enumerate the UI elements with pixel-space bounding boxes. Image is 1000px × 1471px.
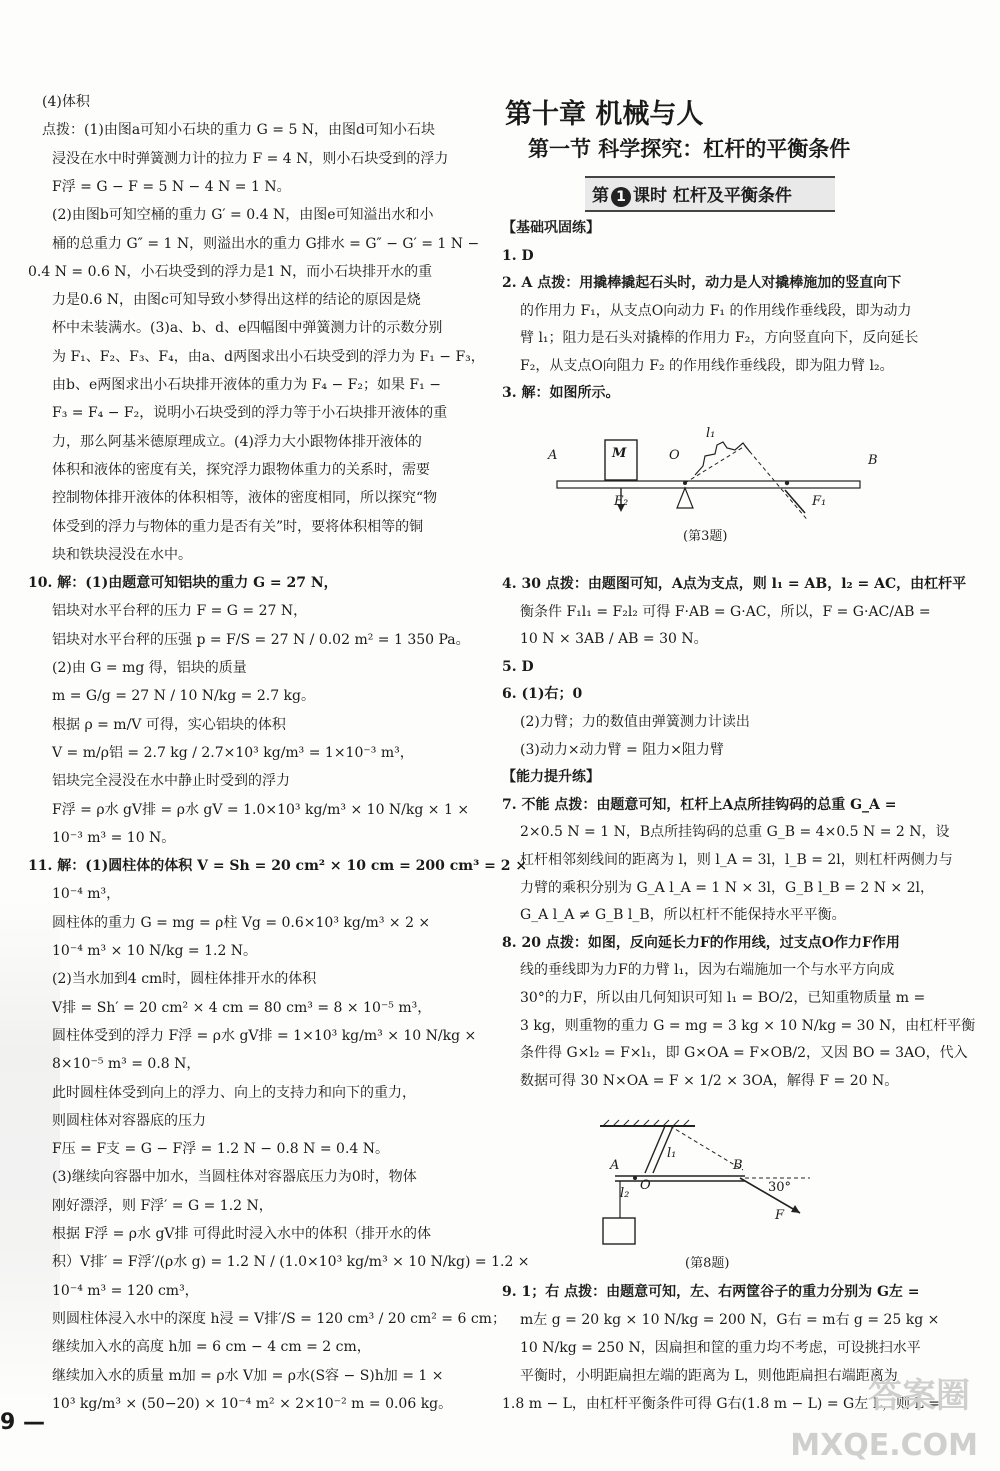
text-line: G_A l_A ≠ G_B l_B，所以杠杆不能保持水平平衡。 xyxy=(520,907,846,924)
fig3-label-f2: F₂ xyxy=(614,494,629,509)
text-line: 控制物体排开液体的体积相等，液体的密度相同，所以探究“物 xyxy=(52,490,438,507)
fig8-label-f: F xyxy=(775,1208,785,1223)
lesson-title xyxy=(592,181,792,207)
lesson-suffix: 课时 杠杆及平衡条件 xyxy=(633,186,792,206)
text-line: 1. D xyxy=(502,247,534,264)
text-line: 此时圆柱体受到向上的浮力、向上的支持力和向下的重力， xyxy=(52,1084,416,1101)
lesson-number: 1 xyxy=(611,187,631,207)
fig8-label-l1: l₁ xyxy=(667,1146,677,1161)
text-line: 刚好漂浮，则 F浮′ = G = 1.2 N， xyxy=(52,1197,273,1214)
text-line: 5. D xyxy=(502,658,534,675)
text-line: 为 F₁、F₂、F₃、F₄，由a、d两图求出小石块受到的浮力为 F₁ − F₃， xyxy=(52,348,485,365)
text-line: (2)当水加到4 cm时，圆柱体排开水的体积 xyxy=(52,971,317,988)
lesson-prefix: 第 xyxy=(592,186,609,206)
watermark-url: MXQE.COM xyxy=(790,1428,978,1463)
text-line: 体受到的浮力与物体的重力是否有关”时，要将体积相等的铜 xyxy=(52,518,424,535)
fig3-label-b: B xyxy=(868,453,878,468)
text-line: 体积和液体的密度有关，探究浮力跟物体重力的关系时，需要 xyxy=(52,461,430,478)
fig3-label-o: O xyxy=(669,448,680,463)
text-line: 铝块对水平台秤的压力 F = G = 27 N， xyxy=(52,603,308,620)
text-line: 【能力提升练】 xyxy=(502,769,600,786)
text-line: 30°的力F，所以由几何知识可知 l₁ = BO/2，已知重物质量 m = xyxy=(520,990,926,1006)
text-line: 线的垂线即为力F的力臂 l₁，因为右端施加一个与水平方向成 xyxy=(520,962,895,979)
text-line: 的作用力 F₁，从支点O向动力 F₁ 的作用线作垂线段，即为动力 xyxy=(520,302,912,319)
text-line: 根据 F浮 = ρ水 gV排 可得此时浸入水中的体积（排开水的体 xyxy=(52,1226,431,1242)
text-line: F₃ = F₄ − F₂，说明小石块受到的浮力等于小石块排开液体的重 xyxy=(52,405,448,422)
text-line: 10⁻³ m³ = 10 N。 xyxy=(52,829,176,846)
text-line: 10⁻⁴ m³， xyxy=(52,886,121,903)
text-line: (4)体积 xyxy=(42,94,90,110)
section-title: 第一节 科学探究：杠杆的平衡条件 xyxy=(528,137,851,161)
text-line: m = G/g = 27 N / 10 N/kg = 2.7 kg。 xyxy=(52,688,315,705)
text-line: 浸没在水中时弹簧测力计的拉力 F = 4 N，则小石块受到的浮力 xyxy=(52,150,449,167)
text-line: 铝块对水平台秤的压强 p = F/S = 27 N / 0.02 m² = 1 350 Pa。 xyxy=(52,631,470,648)
text-line: 力臂的乘积分别为 G_A l_A = 1 N × 3l，G_B l_B = 2 N × 2l， xyxy=(520,879,934,896)
fig8-label-30deg: 30° xyxy=(768,1180,792,1195)
text-line: 4. 30 点拨：由题图可知，A点为支点，则 l₁ = AB，l₂ = AC，由杠杆平 xyxy=(502,576,967,592)
text-line: 0.4 N = 0.6 N，小石块受到的浮力是1 N，而小石块排开水的重 xyxy=(28,263,433,280)
text-line: 根据 ρ = m/V 可得，实心铝块的体积 xyxy=(52,716,286,733)
page-number: 9 — xyxy=(0,1410,45,1435)
fig3-label-l1: l₁ xyxy=(706,426,716,441)
chapter-title: 第十章 机械与人 xyxy=(505,99,704,130)
fig8-label-o: O xyxy=(640,1178,651,1193)
scan-shadow xyxy=(0,900,60,1400)
text-line: 圆柱体受到的浮力 F浮 = ρ水 gV排 = 1×10³ kg/m³ × 10 N/kg × xyxy=(52,1027,477,1044)
text-line: 6. (1)右；0 xyxy=(502,686,583,703)
text-line: (2)由 G = mg 得，铝块的质量 xyxy=(52,660,247,676)
text-line: F压 = F支 = G − F浮 = 1.2 N − 0.8 N = 0.4 N。 xyxy=(52,1141,390,1158)
text-line: 【基础巩固练】 xyxy=(502,220,600,236)
text-line: 1.8 m − L，由杠杆平衡条件可得 G右(1.8 m − L) = G左 L，则 L = xyxy=(502,1396,940,1412)
text-line: 10⁻⁴ m³ × 10 N/kg = 1.2 N。 xyxy=(52,943,258,959)
text-line: 10. 解：(1)由题意可知铝块的重力 G = 27 N， xyxy=(28,575,338,592)
fig3-label-a: A xyxy=(548,448,558,463)
text-line: 2×0.5 N = 1 N，B点所挂钩码的总重 G_B = 4×0.5 N = 2 N，设 xyxy=(520,824,950,841)
text-line: 8. 20 点拨：如图，反向延长力F的作用线，过支点O作力F作用 xyxy=(502,934,900,951)
text-line: F浮 = ρ水 gV排 = ρ水 gV = 1.0×10³ kg/m³ × 10 N/kg × 1 × xyxy=(52,801,470,818)
text-line: 衡条件 F₁l₁ = F₂l₂ 可得 F·AB = G·AC，所以，F = G·AC/AB = xyxy=(520,603,931,620)
text-line: F浮 = G − F = 5 N − 4 N = 1 N。 xyxy=(52,178,291,195)
text-line: 桶的总重力 G″ = 1 N，则溢出水的重力 G排水 = G″ − G′ = 1 N − xyxy=(52,235,480,252)
text-line: 3 kg，则重物的重力 G = mg = 3 kg × 10 N/kg = 30 N，由杠杆平衡 xyxy=(520,1017,976,1034)
text-line: (3)继续向容器中加水，当圆柱体对容器底压力为0时，物体 xyxy=(52,1169,417,1186)
text-line: 点拨：(1)由图a可知小石块的重力 G = 5 N，由图d可知小石块 xyxy=(42,122,436,139)
text-line: 由b、e两图求出小石块排开液体的重力为 F₄ − F₂；如果 F₁ − xyxy=(52,377,441,393)
text-line: 圆柱体的重力 G = mg = ρ柱 Vg = 0.6×10³ kg/m³ × 2 × xyxy=(52,914,431,931)
text-line: (3)动力×动力臂 = 阻力×阻力臂 xyxy=(520,741,724,758)
text-line: 10⁻⁴ m³ = 120 cm³， xyxy=(52,1282,199,1299)
text-line: 平衡时，小明距扁担左端的距离为 L，则他距扁担右端距离为 xyxy=(520,1368,898,1384)
text-line: 力是0.6 N，由图c可知导致小梦得出这样的结论的原因是烧 xyxy=(52,292,421,309)
fig8-caption: (第8题) xyxy=(685,1256,730,1271)
text-line: 9. 1；右 点拨：由题意可知，左、右两筐谷子的重力分别为 G左 = xyxy=(502,1284,920,1300)
text-line: F₂，从支点O向阻力 F₂ 的作用线作垂线段，即为阻力臂 l₂。 xyxy=(520,357,894,374)
text-line: 力，那么阿基米德原理成立。(4)浮力大小跟物体排开液体的 xyxy=(52,433,422,450)
text-line: (2)由图b可知空桶的重力 G′ = 0.4 N，由图e可知溢出水和小 xyxy=(52,207,434,224)
text-line: 则圆柱体对容器底的压力 xyxy=(52,1112,206,1129)
text-line: (2)力臂；力的数值由弹簧测力计读出 xyxy=(520,714,750,730)
text-line: 10 N/kg = 250 N，因扁担和筐的重力均不考虑，可设挑扫水平 xyxy=(520,1340,921,1356)
text-line: 3. 解：如图所示。 xyxy=(502,385,620,401)
text-line: 块和铁块浸没在水中。 xyxy=(52,546,192,563)
text-line: m左 g = 20 kg × 10 N/kg = 200 N，G右 = m右 g = 25 kg × xyxy=(520,1312,940,1328)
text-line: 11. 解：(1)圆柱体的体积 V = Sh = 20 cm² × 10 cm = 200 cm³ = 2 × xyxy=(28,858,528,875)
text-line: 铝块完全浸没在水中静止时受到的浮力 xyxy=(52,773,290,790)
text-line: 8×10⁻⁵ m³ = 0.8 N， xyxy=(52,1056,201,1073)
text-line: 数据可得 30 N×OA = F × 1/2 × 3OA，解得 F = 20 N。 xyxy=(520,1072,899,1089)
text-line: V排 = Sh′ = 20 cm² × 4 cm = 80 cm³ = 8 × 10⁻⁵ m³， xyxy=(52,999,432,1016)
fig8-label-a: A xyxy=(610,1158,620,1173)
text-line: 条件得 G×l₂ = F×l₁，即 G×OA = F×OB/2，又因 BO = 3AO，代入 xyxy=(520,1045,968,1062)
fig8-label-l2: l₂ xyxy=(620,1186,630,1201)
text-line: 继续加入水的质量 m加 = ρ水 V加 = ρ水(S容 − S)h加 = 1 × xyxy=(52,1367,444,1384)
text-line: 杠杆相邻刻线间的距离为 l，则 l_A = 3l，l_B = 2l，则杠杆两侧力与 xyxy=(520,852,953,868)
text-line: 10 N × 3AB / AB = 30 N。 xyxy=(520,631,708,648)
text-line: 2. A 点拨：用撬棒撬起石头时，动力是人对撬棒施加的竖直向下 xyxy=(502,275,902,291)
fig3-label-m: M xyxy=(612,446,627,461)
text-line: 则圆柱体浸入水中的深度 h浸 = V排′/S = 120 cm³ / 20 cm² = 6 cm； xyxy=(52,1310,506,1327)
text-line: 10³ kg/m³ × (50−20) × 10⁻⁴ m² × 2×10⁻² m = 0.06 kg。 xyxy=(52,1395,453,1412)
text-line: V = m/ρ铝 = 2.7 kg / 2.7×10³ kg/m³ = 1×10⁻³ m³， xyxy=(52,744,414,761)
fig8-label-b: B xyxy=(733,1158,743,1173)
text-line: 7. 不能 点拨：由题意可知，杠杆上A点所挂钩码的总重 G_A = xyxy=(502,796,897,813)
text-line: 积）V排′ = F浮′/(ρ水 g) = 1.2 N / (1.0×10³ kg/m³ × 10 N/kg) = 1.2 × xyxy=(52,1254,530,1271)
watermark-logo: 答案圈 xyxy=(868,1376,970,1416)
fig3-label-f1: F₁ xyxy=(812,494,827,509)
text-line: 杯中未装满水。(3)a、b、d、e四幅图中弹簧测力计的示数分别 xyxy=(52,320,443,337)
text-line: 继续加入水的高度 h加 = 6 cm − 4 cm = 2 cm， xyxy=(52,1339,371,1356)
fig3-caption: (第3题) xyxy=(683,529,728,544)
text-line: 臂 l₁；阻力是石头对撬棒的作用力 F₂，方向竖直向下，反向延长 xyxy=(520,330,919,346)
